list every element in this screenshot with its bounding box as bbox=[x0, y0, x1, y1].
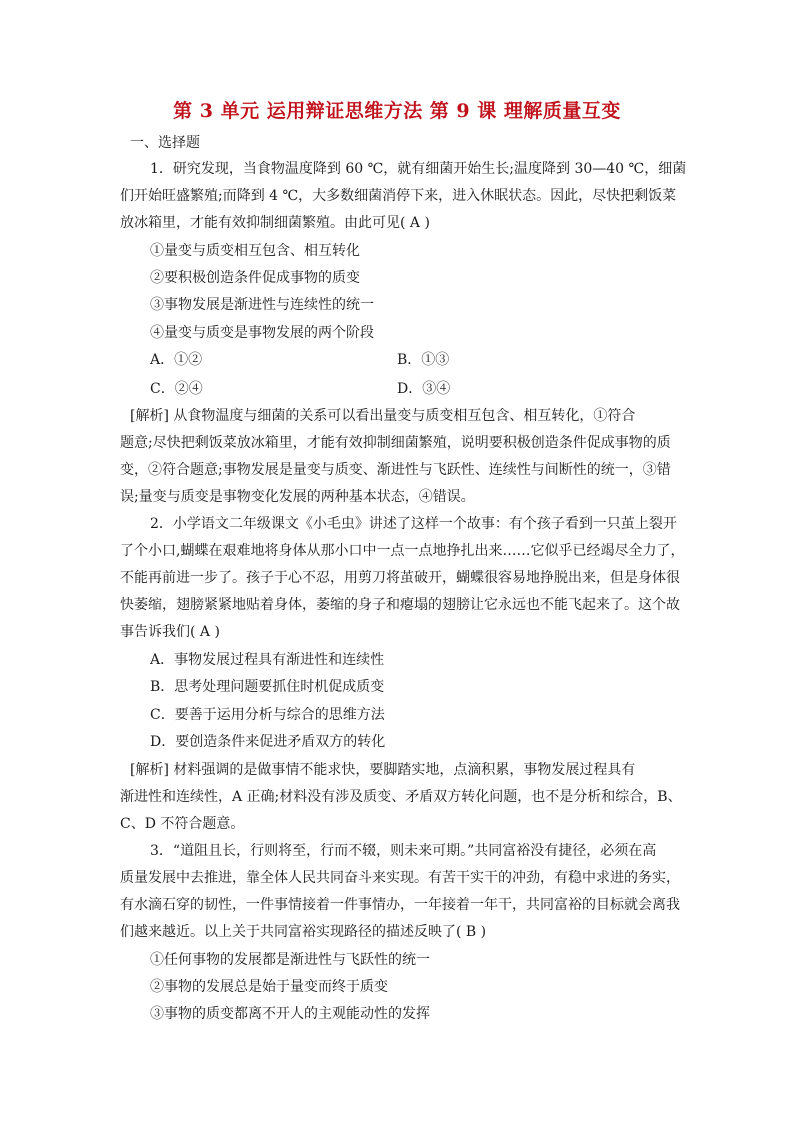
q2-stem-line: 了个小口,蝴蝶在艰难地将身体从那小口中一点一点地挣扎出来……它似乎已经竭尽全力了， bbox=[120, 543, 685, 559]
q2-option-a: A．事物发展过程具有渐进性和连续性 bbox=[150, 652, 385, 668]
q3-stem-line: 质量发展中去推进，靠全体人民共同奋斗来实现。有苦干实干的冲劲，有稳中求进的务实， bbox=[120, 870, 680, 886]
q1-stem-line: 1．研究发现，当食物温度降到 60 ℃，就有细菌开始生长;温度降到 30—40 ℃，细菌 bbox=[150, 161, 687, 177]
section-heading: 一、选择题 bbox=[130, 135, 200, 151]
q2-option-c: C．要善于运用分析与综合的思维方法 bbox=[150, 707, 385, 723]
q2-analysis-line: [解析] 材料强调的是做事情不能求快，要脚踏实地，点滴积累，事物发展过程具有 bbox=[130, 762, 636, 778]
q1-statement: ②要积极创造条件促成事物的质变 bbox=[150, 270, 360, 286]
q2-stem-line: 快萎缩，翅膀紧紧地贴着身体，萎缩的身子和瘪塌的翅膀让它永远也不能飞起来了。这个故 bbox=[120, 597, 680, 613]
q2-analysis-line: C、D 不符合题意。 bbox=[120, 816, 245, 832]
q3-stem-line: 们越来越近。以上关于共同富裕实现路径的描述反映了( B ) bbox=[120, 924, 487, 940]
q1-statement: ④量变与质变是事物发展的两个阶段 bbox=[150, 325, 374, 341]
q1-analysis-line: 误;量变与质变是事物变化发展的两种基本状态，④错误。 bbox=[120, 489, 475, 505]
q2-stem-line: 2．小学语文二年级课文《小毛虫》讲述了这样一个故事：有个孩子看到一只茧上裂开 bbox=[150, 516, 677, 532]
q3-stem-line: 3．“道阻且长，行则将至，行而不辍，则未来可期。”共同富裕没有捷径，必须在高 bbox=[150, 843, 657, 859]
q3-statement: ②事物的发展总是始于量变而终于质变 bbox=[150, 979, 388, 995]
q1-option-b: B．①③ bbox=[397, 352, 450, 368]
q2-analysis-line: 渐进性和连续性，A 正确;材料没有涉及质变、矛盾双方转化问题，也不是分析和综合，B、 bbox=[120, 789, 682, 805]
q1-stem-line: 放冰箱里，才能有效抑制细菌繁殖。由此可见( A ) bbox=[120, 215, 430, 231]
q1-analysis-line: 题意;尽快把剩饭菜放冰箱里，才能有效抑制细菌繁殖，说明要积极创造条件促成事物的质 bbox=[120, 435, 671, 451]
q1-analysis-line: 变，②符合题意;事物发展是量变与质变、渐进性与飞跃性、连续性与间断性的统一，③错 bbox=[120, 462, 671, 478]
q2-option-d: D．要创造条件来促进矛盾双方的转化 bbox=[150, 734, 386, 750]
q3-stem-line: 有水滴石穿的韧性，一件事情接着一件事情办，一年接着一年干，共同富裕的目标就会离我 bbox=[120, 897, 680, 913]
q2-stem-line: 事告诉我们( A ) bbox=[120, 624, 220, 640]
q1-option-a: A．①② bbox=[150, 352, 203, 368]
q1-analysis-line: [解析] 从食物温度与细菌的关系可以看出量变与质变相互包含、相互转化，①符合 bbox=[130, 408, 636, 424]
q3-statement: ③事物的质变都离不开人的主观能动性的发挥 bbox=[150, 1006, 430, 1022]
q1-option-c: C．②④ bbox=[150, 381, 203, 397]
q1-option-d: D．③④ bbox=[397, 381, 451, 397]
q1-statement: ③事物发展是渐进性与连续性的统一 bbox=[150, 297, 374, 313]
page-title: 第 3 单元 运用辩证思维方法 第 9 课 理解质量互变 bbox=[173, 100, 621, 122]
q3-statement: ①任何事物的发展都是渐进性与飞跃性的统一 bbox=[150, 952, 430, 968]
q2-stem-line: 不能再前进一步了。孩子于心不忍，用剪刀将茧破开，蝴蝶很容易地挣脱出来，但是身体很 bbox=[120, 570, 680, 586]
q2-option-b: B．思考处理问题要抓住时机促成质变 bbox=[150, 679, 385, 695]
q1-statement: ①量变与质变相互包含、相互转化 bbox=[150, 243, 360, 259]
q1-stem-line: 们开始旺盛繁殖;而降到 4 ℃，大多数细菌消停下来，进入休眠状态。因此，尽快把剩饭菜 bbox=[120, 188, 677, 204]
